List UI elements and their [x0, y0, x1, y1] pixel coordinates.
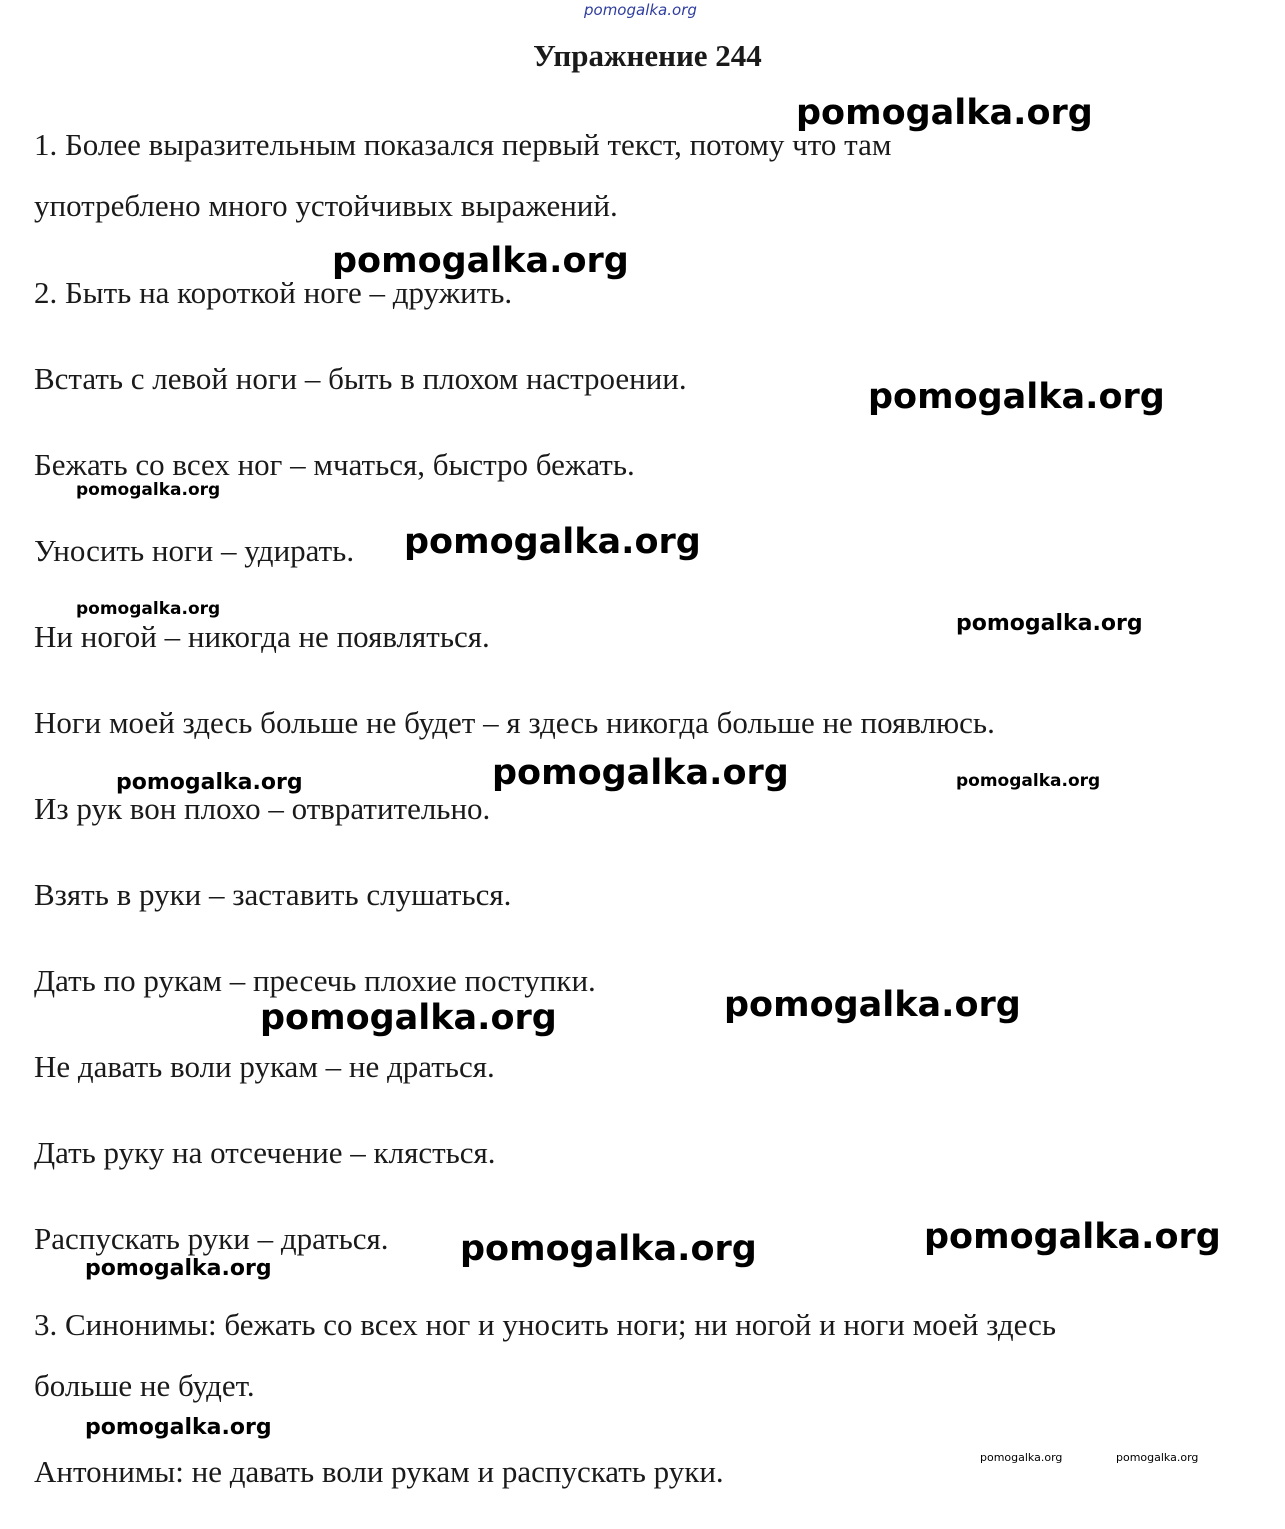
- answer-3-line-2: больше не будет.: [34, 1368, 255, 1403]
- idiom-line: Дать по рукам – пресечь плохие поступки.: [34, 963, 596, 998]
- watermark: pomogalka.org: [492, 753, 789, 793]
- answer-1-line-2: употреблено много устойчивых выражений.: [34, 188, 618, 223]
- idiom-line: Встать с левой ноги – быть в плохом настроении.: [34, 361, 687, 396]
- watermark: pomogalka.org: [332, 241, 629, 281]
- watermark: pomogalka.org: [980, 1451, 1063, 1464]
- watermark: pomogalka.org: [76, 599, 221, 619]
- idiom-line: Дать руку на отсечение – клясться.: [34, 1135, 496, 1170]
- watermark: pomogalka.org: [76, 480, 221, 500]
- answer-3-line-1: 3. Синонимы: бежать со всех ног и уносить ноги; ни ногой и ноги моей здесь: [34, 1307, 1057, 1342]
- idiom-line: Ни ногой – никогда не появляться.: [34, 619, 490, 654]
- idiom-line: Распускать руки – драться.: [34, 1221, 389, 1256]
- watermark: pomogalka.org: [85, 1256, 272, 1281]
- answer-1-line-1: 1. Более выразительным показался первый текст, потому что там: [34, 127, 892, 162]
- idiom-line: Взять в руки – заставить слушаться.: [34, 877, 512, 912]
- idiom-line: Не давать воли рукам – не драться.: [34, 1049, 495, 1084]
- watermark: pomogalka.org: [868, 377, 1165, 417]
- idiom-line: Из рук вон плохо – отвратительно.: [34, 791, 491, 826]
- idiom-line: Бежать со всех ног – мчаться, быстро бежать.: [34, 447, 635, 482]
- site-mark: pomogalka.org: [584, 1, 697, 19]
- idiom-line: Ноги моей здесь больше не будет – я здесь никогда больше не появлюсь.: [34, 705, 995, 740]
- watermark: pomogalka.org: [85, 1415, 272, 1440]
- watermark: pomogalka.org: [460, 1229, 757, 1269]
- watermark: pomogalka.org: [796, 93, 1093, 133]
- watermark: pomogalka.org: [924, 1217, 1221, 1257]
- watermark: pomogalka.org: [404, 522, 701, 562]
- idiom-line: Уносить ноги – удирать.: [34, 533, 355, 568]
- watermark: pomogalka.org: [724, 985, 1021, 1025]
- watermark: pomogalka.org: [116, 770, 303, 795]
- watermark: pomogalka.org: [260, 998, 557, 1038]
- watermark: pomogalka.org: [1116, 1451, 1199, 1464]
- watermark: pomogalka.org: [956, 771, 1101, 791]
- antonyms-line: Антонимы: не давать воли рукам и распускать руки.: [34, 1454, 724, 1489]
- idiom-line: 2. Быть на короткой ноге – дружить.: [34, 275, 513, 310]
- watermark: pomogalka.org: [956, 611, 1143, 636]
- page-title: Упражнение 244: [533, 38, 762, 73]
